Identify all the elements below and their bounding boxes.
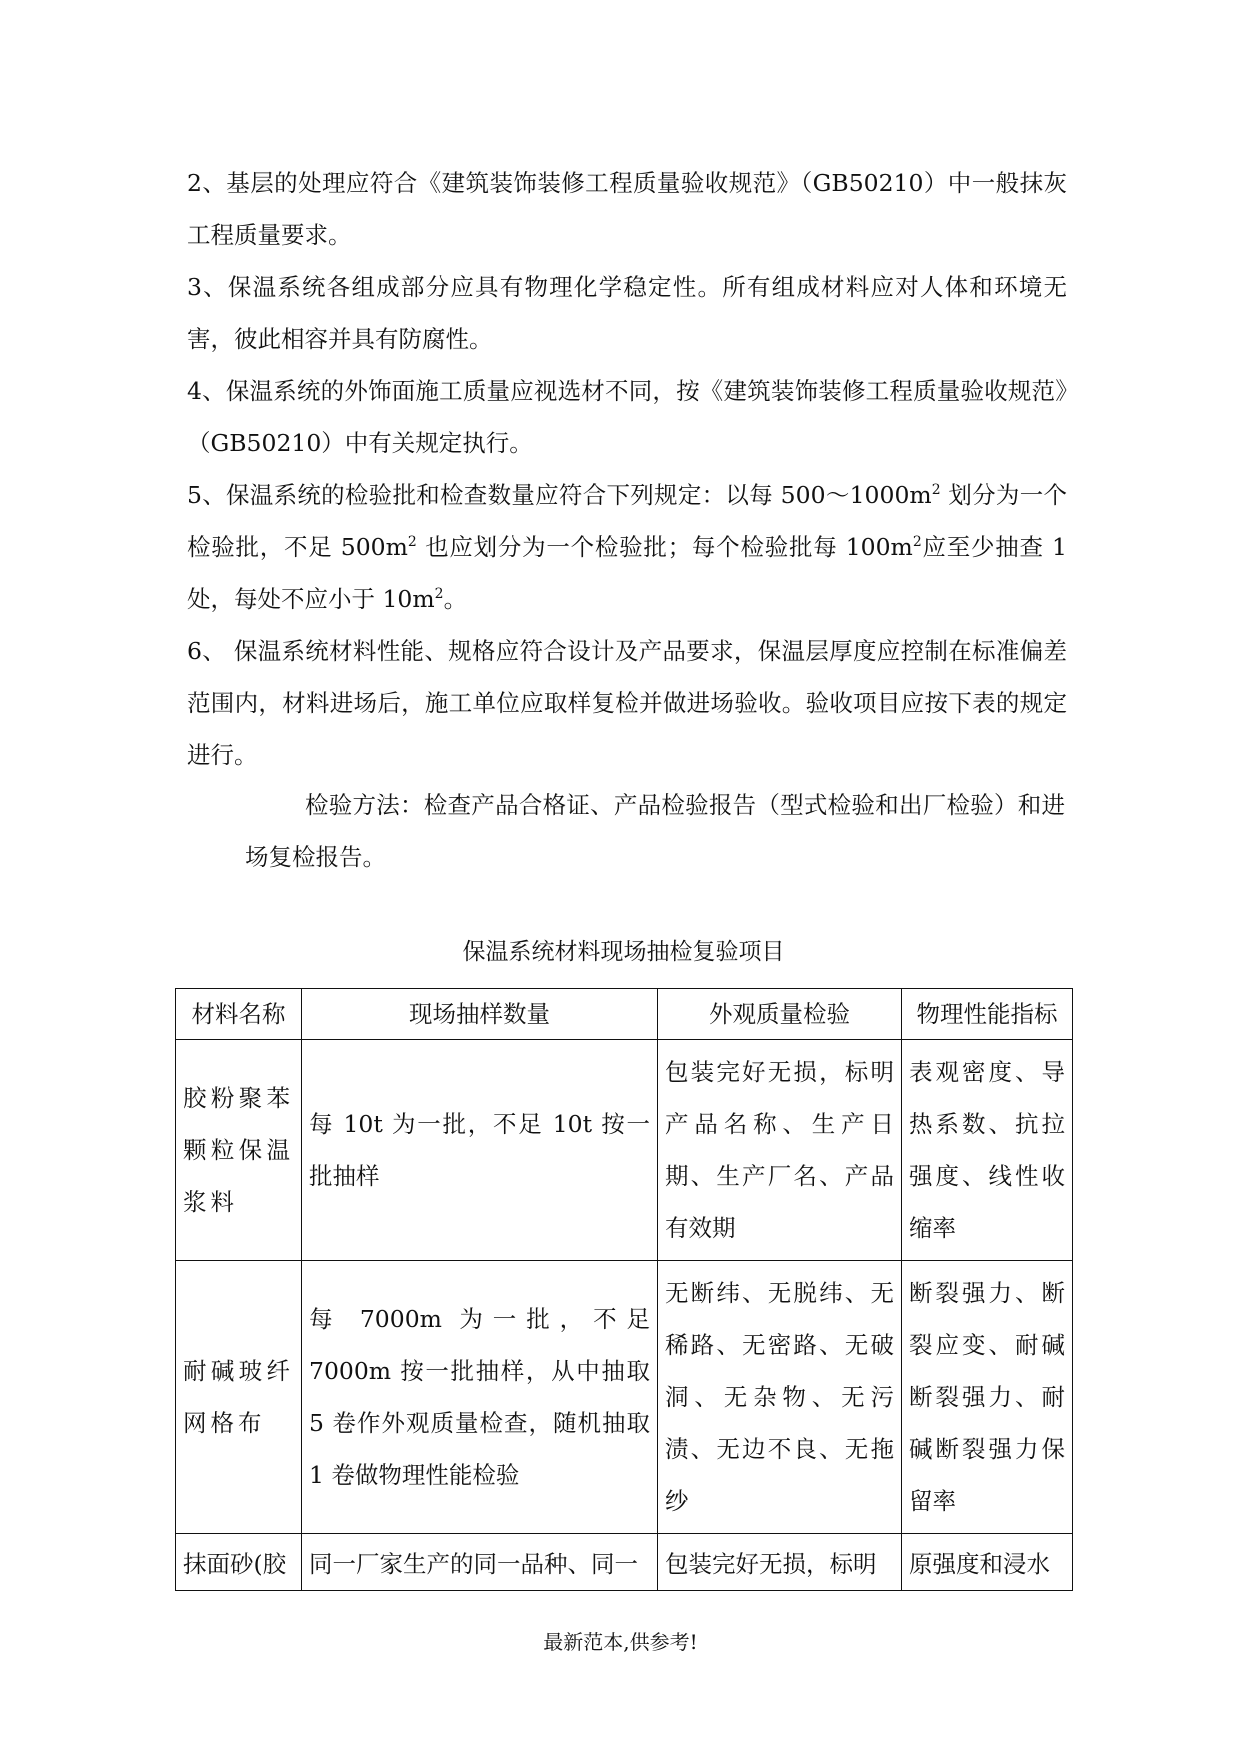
table-row [176,1040,1073,1261]
paragraph-5 [187,469,1067,625]
sampling-cell: 每 10t 为一批，不足 10t 按一批抽样 [302,1040,658,1261]
superscript-2: 2 [912,534,922,551]
material-name-cell: 耐碱玻纤网格布 [176,1261,302,1534]
sampling-cell: 同一厂家生产的同一品种、同一 [302,1534,658,1591]
paragraph-4: 4、保温系统的外饰面施工质量应视选材不同，按《建筑装饰装修工程质量验收规范》（GB50210）中有关规定执行。 [187,377,1067,457]
header-physical-indicators: 物理性能指标 [902,989,1073,1040]
physical-cell: 表观密度、导热系数、抗拉强度、线性收缩率 [902,1040,1073,1261]
material-name-cell: 抹面砂(胶 [176,1534,302,1591]
header-appearance-inspection: 外观质量检验 [658,989,902,1040]
inspection-table [175,988,1073,1591]
table-row [176,1534,1073,1591]
table-row [176,1261,1073,1534]
paragraph-2: 2、基层的处理应符合《建筑装饰装修工程质量验收规范》（GB50210）中一般抹灰工程质量要求。 [187,169,1067,249]
paragraph-3: 3、保温系统各组成部分应具有物理化学稳定性。所有组成材料应对人体和环境无害，彼此相容并具有防腐性。 [187,273,1067,353]
table-header-row [176,989,1073,1040]
table-title: 保温系统材料现场抽检复验项目 [462,939,785,965]
inspection-method: 检验方法：检查产品合格证、产品检验报告（型式检验和出厂检验）和进场复检报告。 [245,791,1065,871]
paragraph-5-part-c: 也应划分为一个检验批；每个检验批每 100m [416,533,913,561]
paragraph-5-part-e: 。 [443,585,468,613]
appearance-cell: 包装完好无损，标明 [658,1534,902,1591]
paragraph-5-part-a: 5、保温系统的检验批和检查数量应符合下列规定：以每 500～1000m [187,481,932,509]
superscript-2: 2 [407,534,417,551]
physical-cell: 断裂强力、断裂应变、耐碱断裂强力、耐碱断裂强力保留率 [902,1261,1073,1534]
header-sampling-quantity: 现场抽样数量 [302,989,658,1040]
sampling-cell: 每 7000m 为一批，不足 7000m 按一批抽样，从中抽取 5 卷作外观质量检查，随机抽取 1 卷做物理性能检验 [302,1261,658,1534]
appearance-cell: 无断纬、无脱纬、无稀路、无密路、无破洞、无杂物、无污渍、无边不良、无拖纱 [658,1261,902,1534]
material-name-cell: 胶粉聚苯颗粒保温浆料 [176,1040,302,1261]
appearance-cell: 包装完好无损，标明产品名称、生产日期、生产厂名、产品有效期 [658,1040,902,1261]
header-material-name: 材料名称 [176,989,302,1040]
physical-cell: 原强度和浸水 [902,1534,1073,1591]
paragraph-6: 6、 保温系统材料性能、规格应符合设计及产品要求，保温层厚度应控制在标准偏差范围内，材料进场后，施工单位应取样复检并做进场验收。验收项目应按下表的规定进行。 [187,637,1067,769]
superscript-2: 2 [931,482,941,499]
paragraph-5-part-b: 划分为一个检验批，不足 500m [187,481,1067,561]
superscript-2: 2 [434,586,444,603]
page-footer: 最新范本,供参考! [543,1630,698,1654]
paragraph-5-part-d: 应至少抽查 1 处，每处不应小于 10m [187,533,1068,613]
